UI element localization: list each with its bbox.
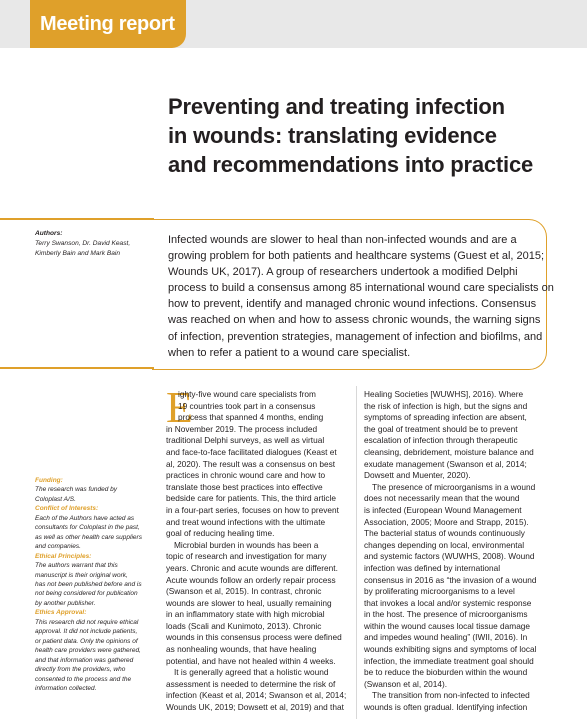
sidebar-line: by another publisher. [35, 599, 96, 607]
body-line: Dowsett and Muenter, 2020). [364, 470, 471, 481]
body-line: infection (Keast et al, 2014; Swanson et al, 2014; [166, 690, 347, 701]
body-line: cleansing, debridement, moisture balance and [364, 446, 534, 457]
body-column-2 [364, 389, 544, 714]
sidebar-line: and companies. [35, 543, 81, 551]
body-line: ighty-five wound care specialists from [178, 389, 316, 399]
body-line: The bacterial status of wounds continuously [364, 528, 525, 539]
sidebar-line: Each of the Authors have acted as [35, 514, 135, 522]
sidebar-line: manuscript is their original work, [35, 571, 128, 579]
abstract-line: of infection, prevention strategies, management of infection and biofilms, and [168, 330, 543, 343]
body-line: Wounds UK, 2019; Dowsett et al, 2019) and that [166, 702, 344, 713]
body-line: consensus in 2016 as “the invasion of a wound [364, 574, 537, 585]
body-line: as nonhealing wounds, that have healing [166, 644, 317, 655]
body-line: in November 2019. The process included [166, 423, 318, 434]
title-line: Preventing and treating infection [168, 94, 505, 119]
body-line: exudate management (Swanson et al, 2014; [364, 458, 527, 469]
body-line: topic of research and investigation for many [166, 551, 327, 562]
body-line: goal of reducing healing time. [166, 528, 275, 539]
body-line: does not necessarily mean that the wound [364, 493, 520, 504]
body-line: assessment is needed to determine the risk of [166, 678, 336, 689]
sidebar-line: approval. It did not include patients, [35, 628, 138, 636]
body-line: practices in chronic wound care and how to [166, 470, 326, 481]
sidebar-line: consented to the process and the [35, 675, 132, 683]
authors-line: Terry Swanson, Dr. David Keast, [35, 240, 131, 247]
body-line: Acute wounds follow an orderly repair process [166, 574, 336, 585]
column-divider [356, 386, 357, 719]
sidebar-heading: Conflict of Interests: [35, 505, 99, 513]
body-line: in a four-part series, focuses on how to prevent [166, 504, 339, 515]
sidebar-line: not being considered for publication [35, 590, 138, 598]
sidebar-line: and that information was gathered [35, 656, 134, 664]
sidebar-line: The research was funded by [35, 486, 118, 494]
body-line: changes depending on local, environmental [364, 539, 525, 550]
sidebar-heading: Ethics Approval: [35, 609, 87, 617]
body-line: (Swanson et al, 2014). [364, 678, 448, 689]
drop-cap: E [166, 383, 193, 432]
body-line: in an inflammatory state with high microbial [166, 609, 325, 620]
sidebar-line: directly from the providers, who [35, 666, 126, 674]
body-line: potential, and have not healed within 4 weeks. [166, 655, 336, 666]
body-line: years. Chronic and acute wounds are different. [166, 562, 338, 573]
authors-heading: Authors: [35, 230, 63, 237]
body-line: symptoms of spreading infection are absent, [364, 412, 527, 423]
body-line: wounds are slower to heal, usually remaining [166, 597, 332, 608]
body-line: loads (Scali and Kunimoto, 2013). Chronic [166, 620, 322, 631]
body-line: the goal of treatment should be to prevent [364, 423, 518, 434]
sidebar-line: has not been published before and is [35, 580, 142, 588]
abstract-line: when to refer a patient to a wound care specialist. [168, 346, 411, 359]
body-line: and face-to-face facilitated dialogues (Keast et [166, 446, 337, 457]
sidebar-notes [35, 476, 160, 693]
article-title [168, 92, 568, 179]
body-line: infection, the immediate treatment goal should [364, 655, 534, 666]
sidebar-line: as well as other health care suppliers [35, 533, 142, 541]
title-line: and recommendations into practice [168, 152, 534, 177]
body-line: in the host. The presence of microorganisms [364, 609, 528, 620]
body-column-1 [166, 383, 347, 714]
sidebar-line: The authors warrant that this [35, 562, 118, 570]
body-line: and impedes wound healing” (IWII, 2016). In [364, 632, 528, 643]
abstract-line: was reached on when and how to assess chronic wounds, the warning signs [168, 314, 541, 327]
body-line: traditional Delphi surveys, as well as virtual [166, 435, 325, 446]
abstract-line: Infected wounds are slower to heal than non-infected wounds and are a [168, 234, 517, 246]
body-line: translate those best practices into effective [166, 481, 323, 492]
body-line: bedside care for patients. This, the third article [166, 493, 337, 504]
body-line: Association, 2005; Moore and Strapp, 2015). [364, 516, 529, 527]
body-line: The presence of microorganisms in a wound [372, 481, 536, 492]
sidebar-line: information collected. [35, 684, 97, 692]
abstract-text [168, 232, 554, 361]
section-tab [30, 0, 186, 48]
body-line: the risk of infection is high, but the signs and [364, 400, 528, 411]
abstract-line: process to build a consensus among 85 international wound care specialists on [168, 282, 554, 295]
body-line: escalation of infection through therapeutic [364, 435, 518, 446]
sidebar-line: consultants for Coloplast in the past, [35, 524, 140, 532]
body-line: wounds in this consensus process were defined [166, 632, 342, 643]
body-line: Microbial burden in wounds has been a [174, 539, 319, 550]
abstract-rule-left-bottom [0, 367, 154, 369]
sidebar-line: Coloplast A/S. [35, 495, 76, 503]
body-line: al, 2020). The result was a consensus on best [166, 458, 336, 469]
sidebar-heading: Funding: [35, 477, 63, 484]
body-line: by proliferating microorganisms to a level [364, 586, 515, 597]
abstract-line: growing problem for both patients and healthcare systems (Guest et al, 2015; [168, 250, 545, 263]
body-line: Healing Societies [WUWHS], 2016). Where [364, 389, 524, 399]
body-line: wounds is often gradual. Identifying infection [364, 702, 528, 713]
abstract-line: Wounds UK, 2017). A group of researchers undertook a modified Delphi [168, 266, 518, 279]
abstract-line: how to prevent, identify and managed chronic wound infections. Consensus [168, 298, 537, 311]
sidebar-heading: Ethical Principles: [35, 552, 92, 560]
body-line: be to reduce the bioburden within the wound [364, 667, 528, 678]
title-line: in wounds: translating evidence [168, 123, 497, 148]
authors-line: Kimberly Bain and Mark Bain [35, 250, 121, 257]
body-line: infection was defined by international [364, 562, 501, 573]
body-line: It is generally agreed that a holistic wound [174, 667, 329, 678]
body-line: 19 countries took part in a consensus [178, 400, 316, 411]
sidebar-line: This research did not require ethical [35, 618, 139, 626]
sidebar-line: health care providers were gathered, [35, 647, 141, 655]
body-line: and systemic factors (WUWHS, 2008). Wound [364, 551, 535, 562]
body-line: wounds exhibiting signs and symptoms of local [364, 644, 537, 655]
sidebar-line: or patient data. Only the opinions of [35, 637, 138, 645]
body-line: is infected (European Wound Management [364, 504, 522, 515]
section-label: Meeting report [40, 13, 175, 35]
authors-block [35, 229, 160, 259]
body-line: that invokes a local and/or systemic response [364, 597, 532, 608]
body-line: within the wound causes local tissue damage [364, 620, 531, 631]
body-line: The transition from non-infected to infected [372, 690, 530, 701]
abstract-rule-left [0, 218, 154, 220]
body-line: process that spanned 4 months, ending [178, 412, 324, 423]
body-line: and treat wound infections with the ultimate [166, 516, 326, 527]
body-line: (Swanson et al, 2015). In contrast, chronic [166, 586, 322, 597]
